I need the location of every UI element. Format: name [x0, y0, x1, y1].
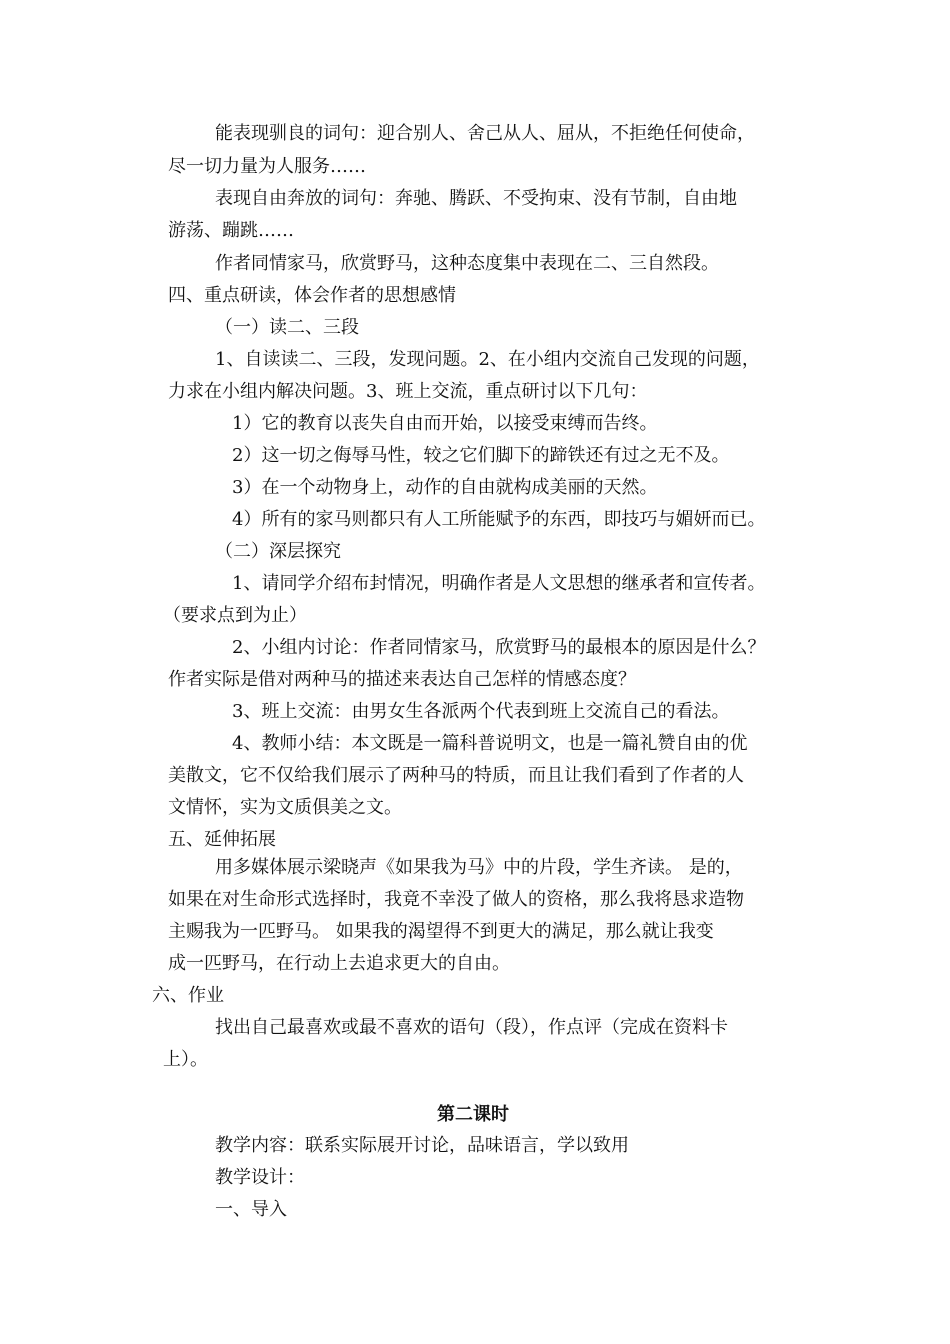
text-line: 六、作业 [152, 985, 224, 1006]
text-line: 4）所有的家马则都只有人工所能赋予的东西，即技巧与媚妍而已。 [232, 509, 766, 530]
text-line: 主赐我为一匹野马。 如果我的渴望得不到更大的满足，那么就让我变 [168, 921, 714, 942]
text-line: 尽一切力量为人服务…… [168, 156, 366, 177]
text-line: 3）在一个动物身上，动作的自由就构成美丽的天然。 [232, 477, 658, 498]
text-line: 1、自读读二、三段，发现问题。2、在小组内交流自己发现的问题， [215, 349, 760, 370]
text-line: 能表现驯良的词句：迎合别人、舍己从人、屈从，不拒绝任何使命， [215, 123, 755, 144]
text-line: 文情怀，实为文质俱美之文。 [168, 797, 402, 818]
text-line: 教学设计： [215, 1167, 305, 1188]
text-line: 五、延伸拓展 [168, 829, 276, 850]
text-line: 1）它的教育以丧失自由而开始，以接受束缚而告终。 [232, 413, 658, 434]
text-line: 上）。 [163, 1049, 208, 1070]
text-line: 美散文，它不仅给我们展示了两种马的特质，而且让我们看到了作者的人 [168, 765, 744, 786]
text-line: 四、重点研读，体会作者的思想感情 [168, 285, 456, 306]
section-title: 第二课时 [437, 1104, 509, 1125]
text-line: 作者同情家马，欣赏野马，这种态度集中表现在二、三自然段。 [215, 253, 719, 274]
text-line: （要求点到为止） [163, 605, 307, 626]
text-line: 3、班上交流：由男女生各派两个代表到班上交流自己的看法。 [232, 701, 730, 722]
text-line: 用多媒体展示梁晓声《如果我为马》中的片段，学生齐读。 是的， [215, 857, 743, 878]
text-line: 2、小组内讨论：作者同情家马，欣赏野马的最根本的原因是什么？ [232, 637, 766, 658]
text-line: 游荡、蹦跳…… [168, 220, 294, 241]
text-line: 4、教师小结：本文既是一篇科普说明文，也是一篇礼赞自由的优 [232, 733, 748, 754]
text-line: 作者实际是借对两种马的描述来表达自己怎样的情感态度？ [168, 669, 636, 690]
text-line: 2）这一切之侮辱马性，较之它们脚下的蹄铁还有过之无不及。 [232, 445, 730, 466]
text-line: 教学内容：联系实际展开讨论，品味语言，学以致用 [215, 1135, 629, 1156]
text-line: 表现自由奔放的词句：奔驰、腾跃、不受拘束、没有节制，自由地 [215, 188, 737, 209]
text-line: 成一匹野马，在行动上去追求更大的自由。 [168, 953, 510, 974]
text-line: 如果在对生命形式选择时，我竟不幸没了做人的资格，那么我将恳求造物 [168, 889, 744, 910]
text-line: 1、请同学介绍布封情况，明确作者是人文思想的继承者和宣传者。 [232, 573, 766, 594]
text-line: （一）读二、三段 [215, 317, 359, 338]
text-line: 找出自己最喜欢或最不喜欢的语句（段），作点评（完成在资料卡 [215, 1017, 728, 1038]
text-line: （二）深层探究 [215, 541, 341, 562]
text-line: 一、导入 [215, 1199, 287, 1220]
text-line: 力求在小组内解决问题。3、班上交流，重点研讨以下几句： [168, 381, 648, 402]
